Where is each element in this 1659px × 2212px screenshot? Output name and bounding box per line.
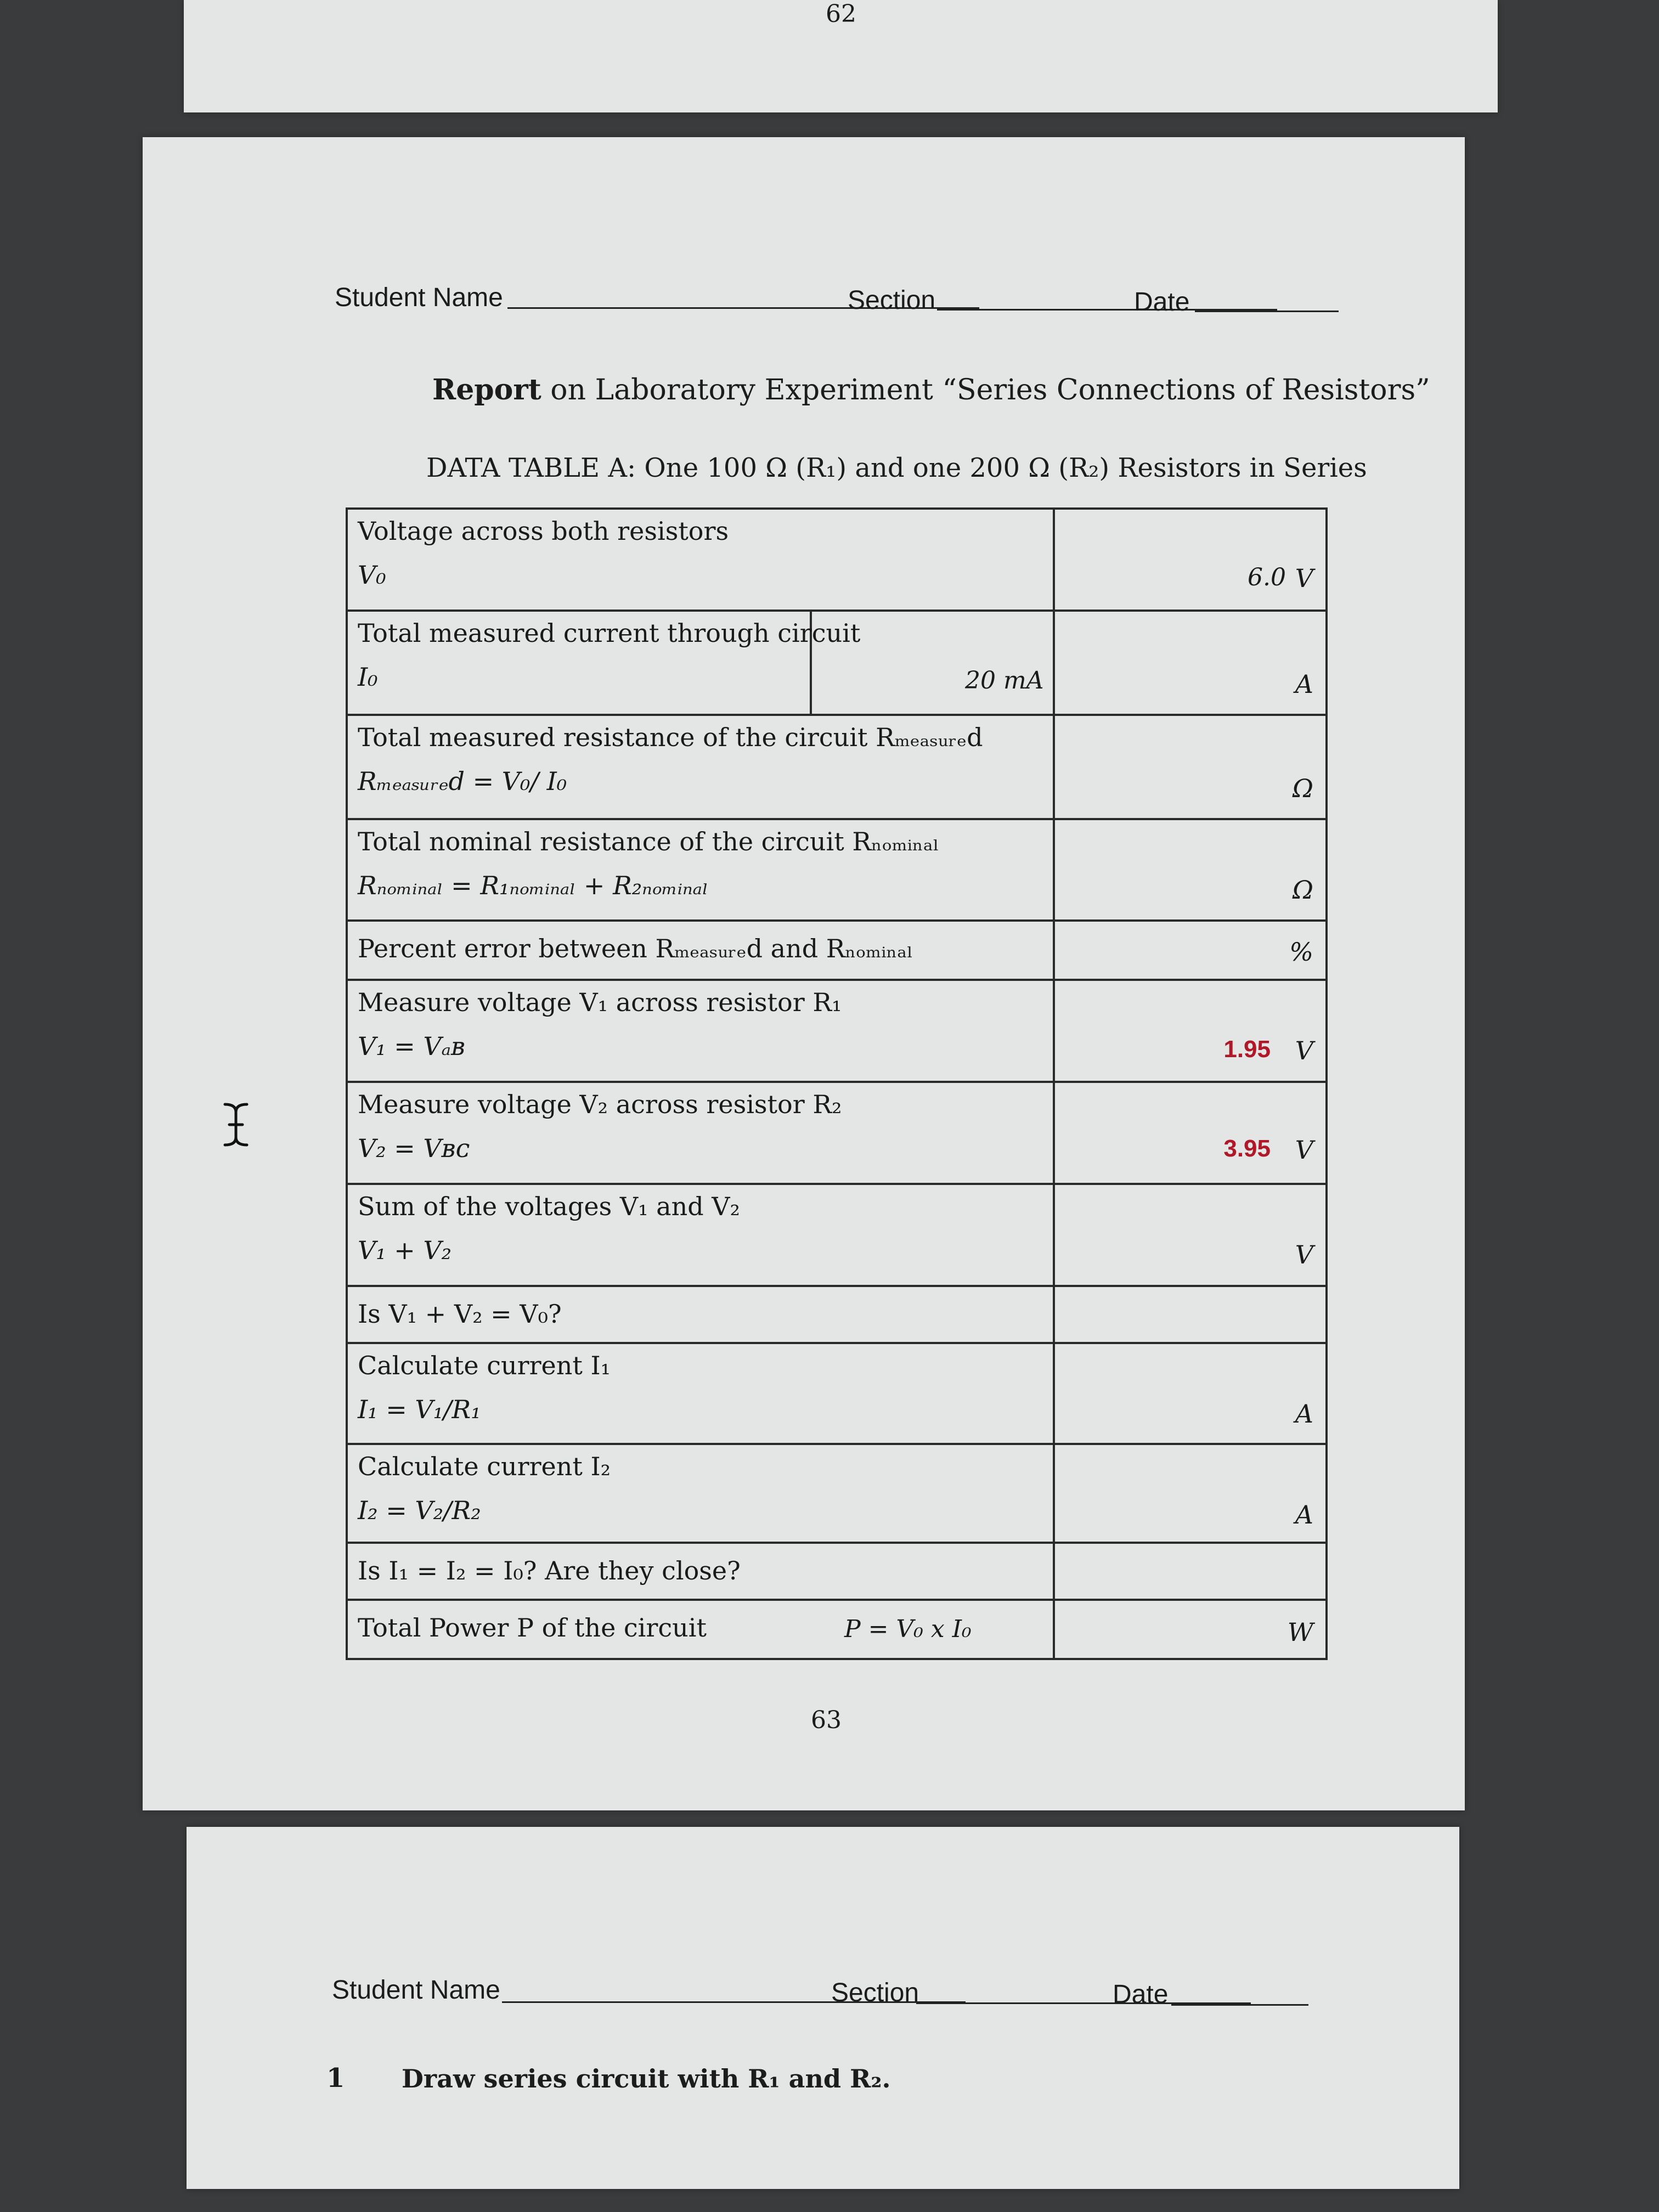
prev-page-number: 62 (826, 0, 856, 28)
row-unit: V (1295, 563, 1313, 593)
question-number: 1 (326, 2063, 345, 2094)
row-formula: V₂ = Vʙᴄ (358, 1133, 470, 1163)
table-row (346, 1083, 1328, 1185)
table-row (346, 1601, 1328, 1660)
row-label: Is I₁ = I₂ = I₀? Are they close? (358, 1556, 741, 1585)
row-label: Total measured resistance of the circuit Rₘₑₐₛᵤᵣₑd (358, 723, 983, 752)
row-unit: Ω (1292, 774, 1313, 803)
question-text: Draw series circuit with R₁ and R₂. (402, 2064, 891, 2094)
row-mid-formula: P = V₀ x I₀ (844, 1615, 972, 1643)
row-formula: I₁ = V₁/R₁ (358, 1395, 481, 1424)
row-unit: A (1295, 1500, 1313, 1530)
row-unit: Ω (1292, 875, 1313, 905)
date-field[interactable] (1195, 311, 1339, 312)
table-row (346, 612, 1328, 716)
table-row (346, 820, 1328, 922)
row-label: Calculate current I₂ (358, 1452, 611, 1481)
row-formula: I₀ (358, 662, 378, 692)
report-page (143, 137, 1465, 1810)
row-label: Voltage across both resistors (358, 516, 729, 546)
row-unit: % (1289, 937, 1313, 967)
table-row (346, 981, 1328, 1083)
row-label: Measure voltage V₂ across resistor R₂ (358, 1090, 842, 1119)
row-formula: Rₘₑₐₛᵤᵣₑd = V₀/ I₀ (358, 766, 567, 796)
text-cursor-icon[interactable] (219, 1100, 252, 1149)
row-mid-value[interactable]: 20 mA (965, 667, 1044, 695)
row-unit: W (1287, 1617, 1313, 1647)
table-row (346, 1287, 1328, 1344)
row-formula: Rₙₒₘᵢₙₐₗ = R₁ₙₒₘᵢₙₐₗ + R₂ₙₒₘᵢₙₐₗ (358, 871, 709, 900)
table-row (346, 1544, 1328, 1601)
report-title-rest: on Laboratory Experiment “Series Connections of Resistors” (541, 374, 1430, 407)
row-formula: V₁ + V₂ (358, 1235, 452, 1265)
row-value[interactable]: 1.95 (1223, 1036, 1271, 1063)
row-value[interactable]: 6.0 (1248, 563, 1286, 591)
row-label: Sum of the voltages V₁ and V₂ (358, 1192, 740, 1221)
row-value[interactable]: 3.95 (1223, 1135, 1271, 1162)
row-label: Percent error between Rₘₑₐₛᵤᵣₑd and Rₙₒₘᵢₙₐₗ (358, 934, 913, 963)
row-formula: I₂ = V₂/R₂ (358, 1496, 481, 1525)
report-title-prefix: Report (432, 373, 541, 407)
row-formula: V₀ (358, 560, 386, 590)
table-row (346, 716, 1328, 820)
student-name-label: Student Name (335, 283, 503, 312)
row-unit: V (1295, 1036, 1313, 1065)
row-label: Total nominal resistance of the circuit Rₙₒₘᵢₙₐₗ (358, 827, 939, 856)
report-title (432, 373, 1430, 407)
table-row (346, 922, 1328, 981)
table-row (346, 1445, 1328, 1544)
next-date-label: Date (1113, 1980, 1169, 2009)
row-formula: V₁ = Vₐʙ (358, 1031, 465, 1061)
table-row (346, 1185, 1328, 1287)
section-label: Section (848, 286, 936, 315)
previous-page (184, 0, 1498, 112)
next-student-name-label: Student Name (332, 1976, 500, 2005)
row-unit: V (1295, 1240, 1313, 1269)
table-row (346, 507, 1328, 612)
row-label: Total measured current through circuit (358, 618, 861, 648)
table-row (346, 1344, 1328, 1445)
row-unit: A (1295, 669, 1313, 699)
row-label: Total Power P of the circuit (358, 1613, 707, 1643)
page-number: 63 (811, 1706, 842, 1734)
row-label: Calculate current I₁ (358, 1351, 611, 1380)
row-unit: V (1295, 1135, 1313, 1165)
data-table-a (346, 507, 1328, 1660)
next-section-label: Section (831, 1978, 919, 2007)
row-label: Is V₁ + V₂ = V₀? (358, 1299, 562, 1329)
row-label: Measure voltage V₁ across resistor R₁ (358, 988, 842, 1017)
next-date-field[interactable] (1171, 2004, 1308, 2006)
row-unit: A (1295, 1399, 1313, 1429)
table-caption: DATA TABLE A: One 100 Ω (R₁) and one 200 Ω (R₂) Resistors in Series (426, 453, 1367, 483)
next-page (187, 1827, 1459, 2189)
date-label: Date (1134, 287, 1190, 317)
